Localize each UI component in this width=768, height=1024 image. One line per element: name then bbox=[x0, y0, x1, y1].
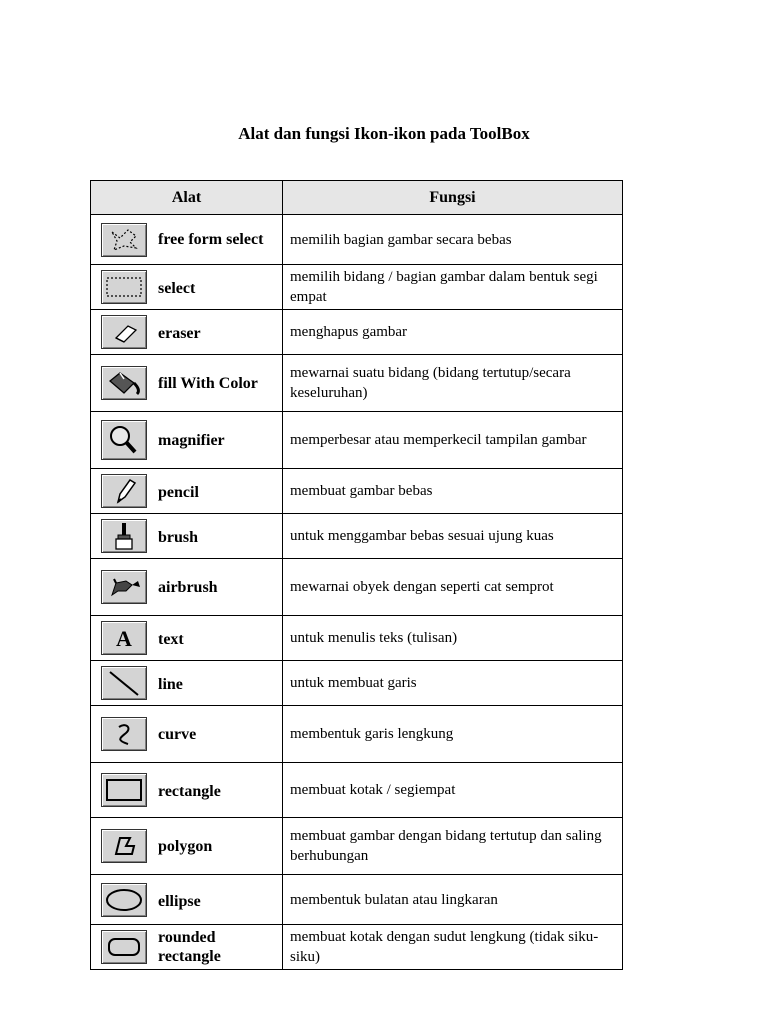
table-row bbox=[91, 310, 623, 355]
page-title: Alat dan fungsi Ikon-ikon pada ToolBox bbox=[238, 124, 530, 143]
header-fungsi: Fungsi bbox=[283, 181, 623, 215]
tool-name: curve bbox=[158, 725, 197, 743]
tool-function: memilih bagian gambar secara bebas bbox=[283, 215, 623, 265]
tool-function: memperbesar atau memperkecil tampilan gambar bbox=[283, 412, 623, 469]
table-row bbox=[91, 514, 623, 559]
tool-function: untuk membuat garis bbox=[283, 661, 623, 706]
tool-function: membuat gambar dengan bidang tertutup dan saling berhubungan bbox=[283, 818, 623, 875]
tool-name: fill With Color bbox=[158, 374, 258, 392]
polygon-icon bbox=[101, 829, 147, 863]
tool-function: membentuk garis lengkung bbox=[283, 706, 623, 763]
table-row bbox=[91, 875, 623, 925]
tool-name: polygon bbox=[158, 837, 213, 855]
tool-function: mewarnai suatu bidang (bidang tertutup/secara keseluruhan) bbox=[283, 355, 623, 412]
table-row bbox=[91, 616, 623, 661]
tool-function: membentuk bulatan atau lingkaran bbox=[283, 875, 623, 925]
ellipse-icon bbox=[101, 883, 147, 917]
tool-name: rounded rectangle bbox=[158, 929, 221, 965]
fill-with-color-icon bbox=[101, 366, 147, 400]
tool-function: membuat kotak dengan sudut lengkung (tidak siku-siku) bbox=[283, 925, 623, 970]
free-form-select-icon bbox=[101, 223, 147, 257]
tool-name: brush bbox=[158, 529, 199, 546]
table-row bbox=[91, 469, 623, 514]
tool-name: ellipse bbox=[158, 892, 201, 910]
svg-text:A: A bbox=[116, 626, 132, 651]
toolbox-table bbox=[90, 180, 623, 970]
table-row bbox=[91, 412, 623, 469]
tool-function: membuat gambar bebas bbox=[283, 469, 623, 514]
rectangle-icon bbox=[101, 773, 147, 807]
pencil-icon bbox=[101, 474, 147, 508]
header-alat: Alat bbox=[91, 181, 283, 215]
airbrush-icon bbox=[101, 570, 147, 604]
rounded-rectangle-icon bbox=[101, 930, 147, 964]
tool-function: menghapus gambar bbox=[283, 310, 623, 355]
table-row bbox=[91, 661, 623, 706]
tool-name: airbrush bbox=[158, 578, 218, 596]
table-row bbox=[91, 763, 623, 818]
tool-name: eraser bbox=[158, 325, 201, 342]
tool-function: untuk menggambar bebas sesuai ujung kuas bbox=[283, 514, 623, 559]
table-row bbox=[91, 215, 623, 265]
table-row bbox=[91, 706, 623, 763]
tool-function: memilih bidang / bagian gambar dalam bentuk segi empat bbox=[283, 265, 623, 310]
tool-name: select bbox=[158, 280, 196, 297]
tool-function: mewarnai obyek dengan seperti cat semprot bbox=[283, 559, 623, 616]
tool-name: magnifier bbox=[158, 431, 225, 449]
magnifier-icon bbox=[101, 420, 147, 460]
tool-name: free form select bbox=[158, 231, 264, 248]
tool-name: line bbox=[158, 676, 183, 693]
curve-icon bbox=[101, 717, 147, 751]
table-row bbox=[91, 925, 623, 970]
eraser-icon bbox=[101, 315, 147, 349]
line-icon bbox=[101, 666, 147, 700]
brush-icon bbox=[101, 519, 147, 553]
tool-name: rectangle bbox=[158, 783, 221, 800]
table-row bbox=[91, 355, 623, 412]
tool-function: untuk menulis teks (tulisan) bbox=[283, 616, 623, 661]
table-row bbox=[91, 818, 623, 875]
tool-name: pencil bbox=[158, 484, 199, 501]
table-row bbox=[91, 265, 623, 310]
tool-function: membuat kotak / segiempat bbox=[283, 763, 623, 818]
table-header-row bbox=[91, 181, 623, 215]
select-icon bbox=[101, 270, 147, 304]
text-icon bbox=[101, 621, 147, 655]
tool-name: text bbox=[158, 631, 184, 648]
table-row bbox=[91, 559, 623, 616]
